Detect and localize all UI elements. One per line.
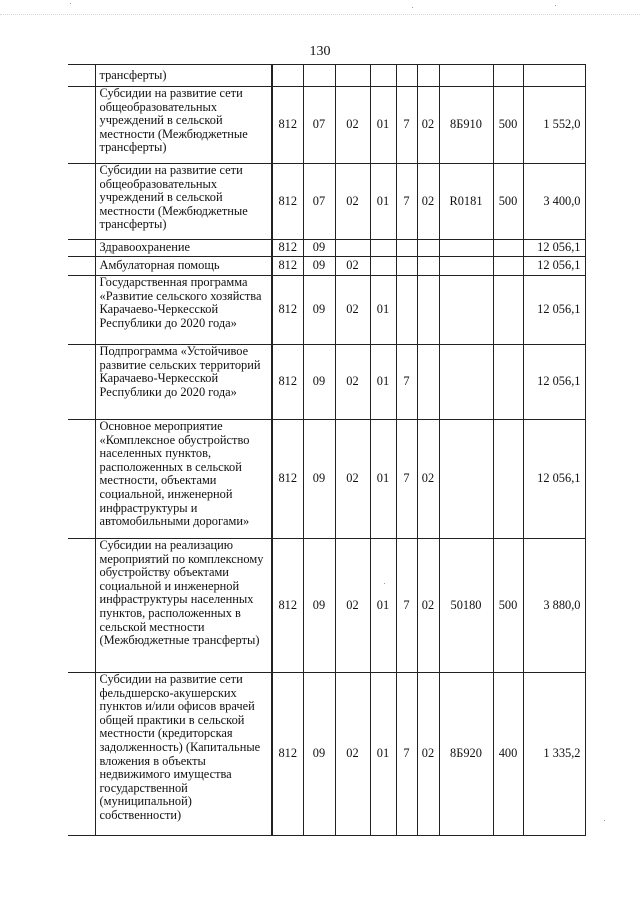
amount-cell: 12 056,1 [523, 276, 585, 345]
expense-type-code-cell [493, 65, 523, 87]
subprogram-code-cell [396, 257, 417, 276]
subprogram-code-cell [396, 240, 417, 257]
program-code-cell: 01 [370, 164, 396, 240]
event-code-cell: 02 [417, 420, 439, 539]
table-row [68, 345, 585, 420]
program-code-cell: 01 [370, 673, 396, 836]
row-number-cell [68, 276, 95, 345]
table-row [68, 673, 585, 836]
item-name-cell: Субсидии на развитие сети общеобразовательных учреждений в сельской местности (Межбюджетные трансферты) [95, 164, 272, 240]
gr-code-cell [272, 65, 303, 87]
item-name-cell: Субсидии на развитие сети фельдшерско-акушерских пунктов и/или офисов врачей общей практики в сельской местности (кредиторская задолженность) (Капитальные вложения в объекты недвижимого имущества государственной (муниципальной) собственности) [95, 673, 272, 836]
table-row [68, 87, 585, 164]
direction-code-cell [439, 257, 493, 276]
gr-code-cell: 812 [272, 420, 303, 539]
page-number: 130 [309, 44, 331, 59]
expense-type-code-cell [493, 276, 523, 345]
expense-type-code-cell: 400 [493, 673, 523, 836]
direction-code-cell [439, 65, 493, 87]
item-name-cell: Подпрограмма «Устойчивое развитие сельских территорий Карачаево-Черкесской Республики до 2020 года» [95, 345, 272, 420]
subsection-code-cell: 02 [335, 87, 370, 164]
subsection-code-cell: 02 [335, 420, 370, 539]
amount-cell: 3 400,0 [523, 164, 585, 240]
direction-code-cell [439, 240, 493, 257]
expense-type-code-cell: 500 [493, 87, 523, 164]
scan-top-edge [0, 0, 640, 15]
event-code-cell: 02 [417, 87, 439, 164]
section-code-cell [303, 65, 335, 87]
item-name-cell: Основное мероприятие «Комплексное обустройство населенных пунктов, расположенных в сельской местности, объектами социальной, инженерной инфраструктуры и автомобильными дорогами» [95, 420, 272, 539]
direction-code-cell [439, 420, 493, 539]
section-code-cell: 07 [303, 87, 335, 164]
row-number-cell [68, 673, 95, 836]
subprogram-code-cell: 7 [396, 87, 417, 164]
subprogram-code-cell: 7 [396, 164, 417, 240]
row-number-cell [68, 539, 95, 673]
row-number-cell [68, 257, 95, 276]
gr-code-cell: 812 [272, 87, 303, 164]
table-row [68, 65, 585, 87]
table-row [68, 257, 585, 276]
event-code-cell [417, 65, 439, 87]
program-code-cell: 01 [370, 539, 396, 673]
subprogram-code-cell: 7 [396, 345, 417, 420]
event-code-cell: 02 [417, 164, 439, 240]
table-row [68, 164, 585, 240]
subsection-code-cell [335, 65, 370, 87]
amount-cell: 1 335,2 [523, 673, 585, 836]
program-code-cell [370, 65, 396, 87]
expense-type-code-cell [493, 420, 523, 539]
direction-code-cell: R0181 [439, 164, 493, 240]
row-number-cell [68, 345, 95, 420]
program-code-cell: 01 [370, 345, 396, 420]
item-name-cell: Субсидии на развитие сети общеобразовательных учреждений в сельской местности (Межбюджетные трансферты) [95, 87, 272, 164]
item-name-cell: Субсидии на реализацию мероприятий по комплексному обустройству объектами социальной и инженерной инфраструктуры населенных пунктов, расположенных в сельской местности (Межбюджетные трансферты) [95, 539, 272, 673]
subsection-code-cell: 02 [335, 345, 370, 420]
section-code-cell: 09 [303, 420, 335, 539]
direction-code-cell: 8Б910 [439, 87, 493, 164]
amount-cell: 12 056,1 [523, 345, 585, 420]
subsection-code-cell: 02 [335, 276, 370, 345]
subsection-code-cell: 02 [335, 673, 370, 836]
amount-cell: 12 056,1 [523, 240, 585, 257]
section-code-cell: 09 [303, 345, 335, 420]
table-row [68, 240, 585, 257]
amount-cell: 12 056,1 [523, 420, 585, 539]
subsection-code-cell: 02 [335, 257, 370, 276]
row-number-cell [68, 420, 95, 539]
gr-code-cell: 812 [272, 673, 303, 836]
gr-code-cell: 812 [272, 240, 303, 257]
scan-noise [70, 3, 71, 4]
row-number-cell [68, 87, 95, 164]
expense-type-code-cell: 500 [493, 164, 523, 240]
event-code-cell [417, 345, 439, 420]
scan-noise [412, 7, 413, 8]
subprogram-code-cell [396, 276, 417, 345]
program-code-cell: 01 [370, 87, 396, 164]
direction-code-cell [439, 276, 493, 345]
subprogram-code-cell [396, 65, 417, 87]
budget-table [68, 64, 586, 836]
row-number-cell [68, 164, 95, 240]
event-code-cell [417, 276, 439, 345]
gr-code-cell: 812 [272, 539, 303, 673]
table-row [68, 276, 585, 345]
subsection-code-cell: 02 [335, 539, 370, 673]
subprogram-code-cell: 7 [396, 420, 417, 539]
item-name-cell: Амбулаторная помощь [95, 257, 272, 276]
gr-code-cell: 812 [272, 257, 303, 276]
program-code-cell [370, 240, 396, 257]
expense-type-code-cell [493, 240, 523, 257]
subprogram-code-cell: 7 [396, 673, 417, 836]
gr-code-cell: 812 [272, 345, 303, 420]
program-code-cell: 01 [370, 420, 396, 539]
event-code-cell [417, 257, 439, 276]
item-name-cell: Здравоохранение [95, 240, 272, 257]
scan-noise [384, 583, 385, 584]
row-number-cell [68, 240, 95, 257]
item-name-cell: Государственная программа «Развитие сельского хозяйства Карачаево-Черкесской Республики до 2020 года» [95, 276, 272, 345]
expense-type-code-cell [493, 345, 523, 420]
section-code-cell: 09 [303, 240, 335, 257]
section-code-cell: 09 [303, 673, 335, 836]
table-row [68, 420, 585, 539]
expense-type-code-cell [493, 257, 523, 276]
gr-code-cell: 812 [272, 276, 303, 345]
event-code-cell: 02 [417, 539, 439, 673]
section-code-cell: 09 [303, 539, 335, 673]
amount-cell [523, 65, 585, 87]
amount-cell: 1 552,0 [523, 87, 585, 164]
direction-code-cell: 8Б920 [439, 673, 493, 836]
item-name-cell: трансферты) [95, 65, 272, 87]
section-code-cell: 07 [303, 164, 335, 240]
gr-code-cell: 812 [272, 164, 303, 240]
section-code-cell: 09 [303, 257, 335, 276]
subsection-code-cell [335, 240, 370, 257]
program-code-cell: 01 [370, 276, 396, 345]
amount-cell: 3 880,0 [523, 539, 585, 673]
amount-cell: 12 056,1 [523, 257, 585, 276]
table-row [68, 539, 585, 673]
section-code-cell: 09 [303, 276, 335, 345]
row-number-cell [68, 65, 95, 87]
direction-code-cell [439, 345, 493, 420]
direction-code-cell: 50180 [439, 539, 493, 673]
subsection-code-cell: 02 [335, 164, 370, 240]
event-code-cell [417, 240, 439, 257]
scan-noise [555, 5, 556, 6]
event-code-cell: 02 [417, 673, 439, 836]
subprogram-code-cell: 7 [396, 539, 417, 673]
expense-type-code-cell: 500 [493, 539, 523, 673]
scan-noise [604, 820, 605, 821]
program-code-cell [370, 257, 396, 276]
